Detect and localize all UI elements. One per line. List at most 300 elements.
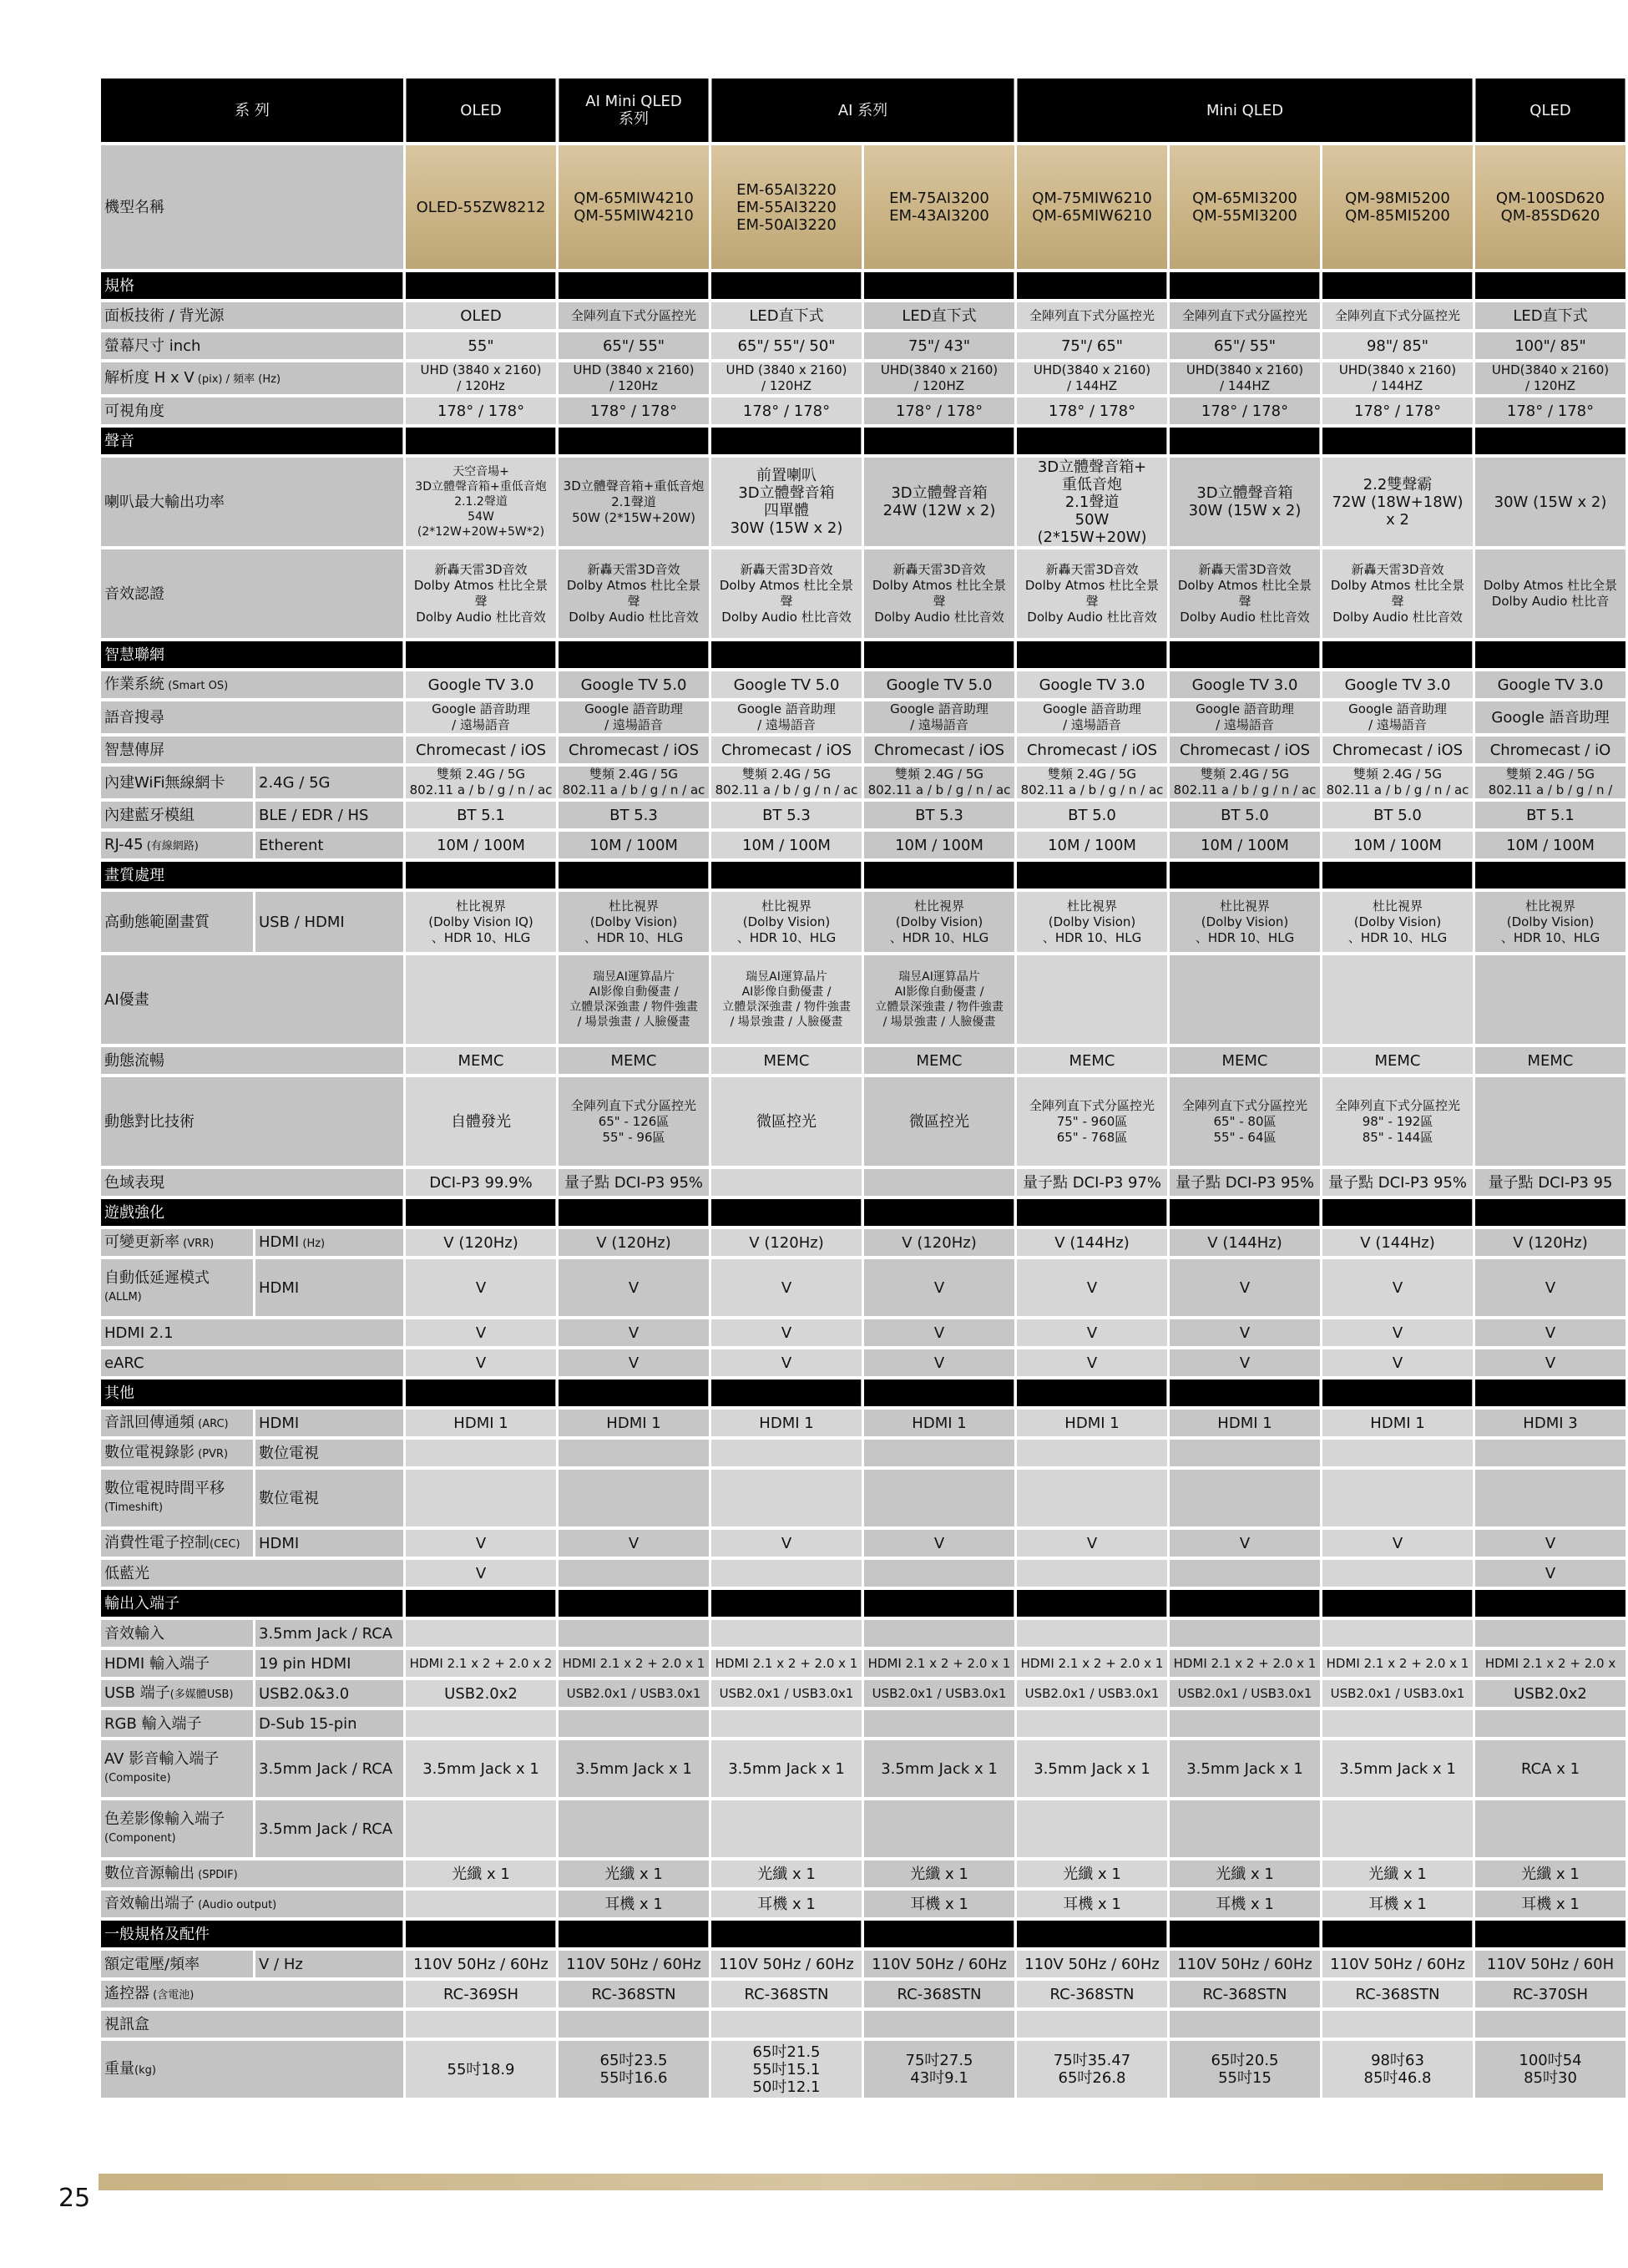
spec-row <box>101 1349 1625 1376</box>
spec-row <box>101 332 1625 359</box>
spec-row <box>101 1470 1625 1526</box>
spec-value-cell: 10M / 100M <box>1322 832 1473 858</box>
section-header-fill <box>1017 1921 1167 1947</box>
model-name-cell: QM-65MIW4210 QM-55MIW4210 <box>559 145 709 269</box>
spec-value-cell: LED直下式 <box>1475 302 1625 329</box>
spec-value-cell: 量子點 DCI-P3 95% <box>559 1169 709 1196</box>
spec-row <box>101 955 1625 1044</box>
spec-value-cell: HDMI 1 <box>1322 1410 1473 1436</box>
spec-label-text: 智慧傳屏 <box>104 741 164 759</box>
spec-value-cell: V <box>406 1560 556 1587</box>
section-header-fill <box>1170 1380 1320 1406</box>
spec-value-cell: RC-369SH <box>406 1981 556 2007</box>
section-header-fill <box>1322 1921 1473 1947</box>
spec-value-cell: 杜比視界 (Dolby Vision) 、HDR 10、HLG <box>1475 892 1625 952</box>
spec-value-cell: V <box>559 1259 709 1316</box>
page-number: 25 <box>58 2184 91 2213</box>
section-header-fill <box>711 1199 862 1226</box>
spec-value-cell: 110V 50Hz / 60Hz <box>1322 1951 1473 1977</box>
spec-value-cell: HDMI 2.1 x 2 + 2.0 x 2 <box>406 1650 556 1677</box>
spec-sublabel-text: 2.4G / 5G <box>259 773 331 792</box>
spec-value-cell <box>406 1440 556 1466</box>
spec-value-cell: RC-368STN <box>1017 1981 1167 2007</box>
spec-value-cell: V <box>864 1530 1014 1557</box>
spec-label-text: 動態流暢 <box>104 1051 164 1070</box>
spec-value-cell: 30W (15W x 2) <box>1475 458 1625 546</box>
spec-row-sublabel <box>255 1740 403 1797</box>
spec-value-cell: LED直下式 <box>711 302 862 329</box>
series-group-header: OLED <box>406 78 556 142</box>
spec-row-sublabel <box>255 1951 403 1977</box>
section-header-fill <box>864 1590 1014 1617</box>
spec-value-cell: HDMI 1 <box>406 1410 556 1436</box>
section-header-fill <box>1475 1590 1625 1617</box>
section-header-fill <box>711 428 862 454</box>
spec-sublabel-text: HDMI <box>259 1414 300 1432</box>
spec-value-cell: USB2.0x1 / USB3.0x1 <box>1322 1680 1473 1707</box>
spec-value-cell <box>1322 1800 1473 1857</box>
spec-value-cell: 178° / 178° <box>559 397 709 424</box>
spec-row <box>101 892 1625 952</box>
spec-value-cell: RC-368STN <box>864 1981 1014 2007</box>
section-title: 輸出入端子 <box>101 1590 403 1617</box>
spec-value-cell: V <box>1170 1259 1320 1316</box>
spec-value-cell: Google TV 5.0 <box>864 671 1014 698</box>
section-header-fill <box>864 272 1014 299</box>
spec-value-cell <box>864 1620 1014 1647</box>
spec-row <box>101 1560 1625 1587</box>
spec-label-text: 音訊回傳通頻 <box>104 1413 195 1431</box>
spec-sublabel-text: HDMI <box>259 1233 300 1251</box>
spec-value-cell: 10M / 100M <box>1017 832 1167 858</box>
spec-value-cell: 3D立體聲音箱+重低音炮 2.1聲道 50W (2*15W+20W) <box>559 458 709 546</box>
spec-row-label <box>101 1470 253 1526</box>
spec-value-cell: 新轟天雷3D音效 Dolby Atmos 杜比全景聲 Dolby Audio 杜比音效 <box>711 549 862 638</box>
spec-value-cell: RC-370SH <box>1475 1981 1625 2007</box>
spec-value-cell: HDMI 2.1 x 2 + 2.0 x 1 <box>1017 1650 1167 1677</box>
spec-row-sublabel <box>255 767 403 798</box>
spec-value-cell <box>1475 1710 1625 1737</box>
section-title: 其他 <box>101 1380 403 1406</box>
spec-value-cell: 全陣列直下式分區控光 <box>1322 302 1473 329</box>
spec-value-cell: 杜比視界 (Dolby Vision) 、HDR 10、HLG <box>711 892 862 952</box>
spec-row-label <box>101 302 403 329</box>
spec-value-cell: 量子點 DCI-P3 97% <box>1017 1169 1167 1196</box>
spec-row-label <box>101 1860 403 1887</box>
spec-value-cell <box>406 1891 556 1917</box>
spec-row-sublabel <box>255 802 403 828</box>
spec-table-body <box>101 78 1625 2098</box>
spec-value-cell: 杜比視界 (Dolby Vision IQ) 、HDR 10、HLG <box>406 892 556 952</box>
spec-value-cell: 雙頻 2.4G / 5G 802.11 a / b / g / n / ac <box>1017 767 1167 798</box>
spec-value-cell: 178° / 178° <box>1322 397 1473 424</box>
spec-value-cell <box>1170 2011 1320 2038</box>
section-header-fill <box>864 641 1014 668</box>
section-header-fill <box>1322 272 1473 299</box>
spec-value-cell: 65吋20.5 55吋15 <box>1170 2041 1320 2098</box>
spec-row <box>101 1620 1625 1647</box>
spec-value-cell: 光纖 x 1 <box>1170 1860 1320 1887</box>
spec-row <box>101 1259 1625 1316</box>
spec-value-cell: UHD(3840 x 2160) / 144HZ <box>1322 362 1473 394</box>
spec-value-cell: HDMI 2.1 x 2 + 2.0 x 1 <box>1170 1650 1320 1677</box>
spec-value-cell: 65吋23.5 55吋16.6 <box>559 2041 709 2098</box>
spec-value-cell: HDMI 1 <box>864 1410 1014 1436</box>
section-title: 一般規格及配件 <box>101 1921 403 1947</box>
spec-label-text: 自動低延遲模式 <box>104 1269 210 1287</box>
section-header-fill <box>1475 862 1625 888</box>
section-header-row <box>101 641 1625 668</box>
spec-value-cell: 全陣列直下式分區控光 <box>559 302 709 329</box>
spec-value-cell: 全陣列直下式分區控光 <box>1017 302 1167 329</box>
spec-value-cell <box>1322 1710 1473 1737</box>
spec-row-label <box>101 362 403 394</box>
spec-value-cell <box>711 1560 862 1587</box>
spec-value-cell: 10M / 100M <box>1170 832 1320 858</box>
spec-value-cell: V <box>1170 1319 1320 1346</box>
spec-value-cell: 3D立體聲音箱 30W (15W x 2) <box>1170 458 1320 546</box>
spec-value-cell <box>1475 1440 1625 1466</box>
spec-value-cell: 微區控光 <box>864 1077 1014 1166</box>
spec-label-note: (kg) <box>134 2063 156 2077</box>
spec-value-cell: UHD(3840 x 2160) / 144HZ <box>1017 362 1167 394</box>
spec-value-cell: 量子點 DCI-P3 95% <box>1322 1169 1473 1196</box>
spec-row <box>101 302 1625 329</box>
spec-sublabel-text: BLE / EDR / HS <box>259 806 369 824</box>
model-name-cell: QM-98MI5200 QM-85MI5200 <box>1322 145 1473 269</box>
spec-row-label <box>101 1800 253 1857</box>
spec-value-cell: UHD (3840 x 2160) / 120Hz <box>559 362 709 394</box>
spec-value-cell: BT 5.0 <box>1170 802 1320 828</box>
spec-value-cell: V (120Hz) <box>559 1229 709 1256</box>
spec-value-cell: Google 語音助理 / 遠場語音 <box>1017 701 1167 733</box>
section-header-fill <box>1170 862 1320 888</box>
spec-row-label <box>101 671 403 698</box>
spec-value-cell: 100吋54 85吋30 <box>1475 2041 1625 2098</box>
spec-value-cell: 杜比視界 (Dolby Vision) 、HDR 10、HLG <box>1170 892 1320 952</box>
spec-label-text: 遙控器 <box>104 1984 149 2002</box>
spec-value-cell: Chromecast / iOS <box>711 737 862 763</box>
spec-value-cell <box>1017 1620 1167 1647</box>
spec-value-cell: Google TV 3.0 <box>1322 671 1473 698</box>
section-header-fill <box>864 428 1014 454</box>
spec-value-cell: V <box>1475 1560 1625 1587</box>
spec-value-cell <box>1170 1470 1320 1526</box>
spec-value-cell: 光纖 x 1 <box>864 1860 1014 1887</box>
spec-label-text: RJ-45 <box>104 835 144 853</box>
spec-value-cell: BT 5.1 <box>406 802 556 828</box>
section-header-fill <box>1322 428 1473 454</box>
spec-label-text: 螢幕尺寸 inch <box>104 337 201 355</box>
spec-value-cell: 瑞昱AI運算晶片 AI影像自動優畫 / 立體景深強畫 / 物件強畫 / 場景強畫 / 人臉優畫 <box>864 955 1014 1044</box>
spec-label-text: 音效輸入 <box>104 1624 164 1643</box>
spec-value-cell: 耳機 x 1 <box>1475 1891 1625 1917</box>
spec-value-cell: 量子點 DCI-P3 95% <box>1170 1169 1320 1196</box>
spec-value-cell: 3.5mm Jack x 1 <box>1170 1740 1320 1797</box>
spec-row-sublabel <box>255 1229 403 1256</box>
section-title: 畫質處理 <box>101 862 403 888</box>
spec-row-sublabel <box>255 1530 403 1557</box>
spec-value-cell <box>864 1560 1014 1587</box>
spec-row <box>101 1229 1625 1256</box>
spec-label-text: 內建WiFi無線網卡 <box>104 773 225 792</box>
spec-value-cell <box>1017 1560 1167 1587</box>
spec-row <box>101 737 1625 763</box>
spec-value-cell: 微區控光 <box>711 1077 862 1166</box>
section-header-row <box>101 1380 1625 1406</box>
spec-value-cell: Chromecast / iOS <box>864 737 1014 763</box>
spec-value-cell <box>1322 1620 1473 1647</box>
spec-value-cell: 全陣列直下式分區控光 65" - 126區 55" - 96區 <box>559 1077 709 1166</box>
spec-row <box>101 1710 1625 1737</box>
spec-row <box>101 1077 1625 1166</box>
spec-value-cell: MEMC <box>406 1047 556 1074</box>
spec-value-cell: Google TV 5.0 <box>711 671 862 698</box>
section-header-row <box>101 272 1625 299</box>
spec-row-label <box>101 737 403 763</box>
spec-value-cell: V <box>406 1349 556 1376</box>
spec-value-cell: V <box>1322 1530 1473 1557</box>
section-header-fill <box>1017 641 1167 668</box>
spec-value-cell <box>1170 1710 1320 1737</box>
model-name-cell: OLED-55ZW8212 <box>406 145 556 269</box>
spec-value-cell: Chromecast / iO <box>1475 737 1625 763</box>
spec-value-cell <box>711 1800 862 1857</box>
section-header-fill <box>406 862 556 888</box>
spec-row-label <box>101 1259 253 1316</box>
spec-value-cell: Chromecast / iOS <box>559 737 709 763</box>
spec-value-cell: 3.5mm Jack x 1 <box>864 1740 1014 1797</box>
spec-value-cell: 雙頻 2.4G / 5G 802.11 a / b / g / n / ac <box>711 767 862 798</box>
spec-value-cell <box>559 1440 709 1466</box>
spec-value-cell: BT 5.3 <box>559 802 709 828</box>
spec-row-sublabel <box>255 832 403 858</box>
spec-label-note: (Composite) <box>104 1772 171 1785</box>
spec-value-cell: 3.5mm Jack x 1 <box>1322 1740 1473 1797</box>
spec-value-cell: HDMI 1 <box>711 1410 862 1436</box>
spec-row <box>101 362 1625 394</box>
spec-value-cell: 10M / 100M <box>711 832 862 858</box>
spec-label-note: (有線網路) <box>143 839 199 853</box>
spec-row-label <box>101 1047 403 1074</box>
spec-value-cell: MEMC <box>711 1047 862 1074</box>
spec-row-label <box>101 1229 253 1256</box>
spec-value-cell: V <box>1017 1319 1167 1346</box>
spec-value-cell: 75"/ 65" <box>1017 332 1167 359</box>
spec-value-cell <box>1322 1440 1473 1466</box>
spec-sublabel-text: 3.5mm Jack / RCA <box>259 1759 393 1778</box>
spec-value-cell: V <box>1322 1349 1473 1376</box>
spec-value-cell: V <box>711 1349 862 1376</box>
spec-value-cell <box>559 1800 709 1857</box>
spec-value-cell <box>1322 2011 1473 2038</box>
section-header-fill <box>1322 1199 1473 1226</box>
spec-value-cell: V <box>1475 1259 1625 1316</box>
spec-row-label <box>101 458 403 546</box>
spec-value-cell: HDMI 2.1 x 2 + 2.0 x 1 <box>864 1650 1014 1677</box>
spec-value-cell: 雙頻 2.4G / 5G 802.11 a / b / g / n / ac <box>864 767 1014 798</box>
spec-value-cell: 光纖 x 1 <box>1322 1860 1473 1887</box>
spec-value-cell: HDMI 1 <box>1170 1410 1320 1436</box>
section-header-fill <box>1475 1921 1625 1947</box>
spec-label-text: 色域表現 <box>104 1173 164 1192</box>
section-header-fill <box>864 862 1014 888</box>
spec-value-cell: 前置喇叭 3D立體聲音箱 四單體 30W (15W x 2) <box>711 458 862 546</box>
spec-value-cell: 110V 50Hz / 60Hz <box>406 1951 556 1977</box>
spec-value-cell <box>864 1169 1014 1196</box>
section-header-fill <box>1475 1199 1625 1226</box>
spec-sublabel-text: USB2.0&3.0 <box>259 1684 350 1703</box>
spec-value-cell: 110V 50Hz / 60Hz <box>1017 1951 1167 1977</box>
spec-value-cell: V (144Hz) <box>1322 1229 1473 1256</box>
spec-value-cell: V <box>559 1319 709 1346</box>
series-group-header: AI 系列 <box>711 78 1014 142</box>
spec-value-cell <box>864 1800 1014 1857</box>
spec-row <box>101 1740 1625 1797</box>
spec-value-cell: V <box>864 1259 1014 1316</box>
spec-row-sublabel <box>255 1470 403 1526</box>
spec-value-cell: UHD (3840 x 2160) / 120Hz <box>406 362 556 394</box>
spec-value-cell: 178° / 178° <box>1475 397 1625 424</box>
spec-row-label <box>101 1891 403 1917</box>
spec-value-cell: 10M / 100M <box>406 832 556 858</box>
spec-value-cell: 耳機 x 1 <box>559 1891 709 1917</box>
section-header-fill <box>406 428 556 454</box>
spec-value-cell: 3D立體聲音箱+ 重低音炮 2.1聲道 50W (2*15W+20W) <box>1017 458 1167 546</box>
spec-row-label <box>101 1410 253 1436</box>
spec-value-cell: 杜比視界 (Dolby Vision) 、HDR 10、HLG <box>1017 892 1167 952</box>
series-group-header: AI Mini QLED 系列 <box>559 78 709 142</box>
spec-value-cell: 110V 50Hz / 60Hz <box>1170 1951 1320 1977</box>
spec-value-cell: V <box>1017 1530 1167 1557</box>
spec-sublabel-text: USB / HDMI <box>259 913 345 931</box>
spec-value-cell <box>406 1470 556 1526</box>
spec-value-cell: 110V 50Hz / 60Hz <box>559 1951 709 1977</box>
spec-value-cell: USB2.0x2 <box>1475 1680 1625 1707</box>
spec-value-cell: Chromecast / iOS <box>406 737 556 763</box>
section-header-fill <box>864 1380 1014 1406</box>
spec-value-cell: V (120Hz) <box>406 1229 556 1256</box>
spec-value-cell <box>1017 1710 1167 1737</box>
spec-value-cell: HDMI 3 <box>1475 1410 1625 1436</box>
spec-value-cell: BT 5.3 <box>864 802 1014 828</box>
spec-value-cell: 178° / 178° <box>1017 397 1167 424</box>
spec-label-note: (Smart OS) <box>164 679 229 692</box>
section-header-fill <box>559 1199 709 1226</box>
spec-value-cell: 全陣列直下式分區控光 98" - 192區 85" - 144區 <box>1322 1077 1473 1166</box>
spec-value-cell: LED直下式 <box>864 302 1014 329</box>
spec-value-cell: MEMC <box>1475 1047 1625 1074</box>
spec-value-cell: 新轟天雷3D音效 Dolby Atmos 杜比全景聲 Dolby Audio 杜比音效 <box>406 549 556 638</box>
spec-value-cell: 全陣列直下式分區控光 <box>1170 302 1320 329</box>
spec-label-text: 可變更新率 <box>104 1233 179 1251</box>
spec-value-cell <box>1017 2011 1167 2038</box>
spec-sublabel-text: 19 pin HDMI <box>259 1654 351 1673</box>
spec-value-cell: 耳機 x 1 <box>711 1891 862 1917</box>
spec-value-cell <box>559 1710 709 1737</box>
spec-value-cell: 55" <box>406 332 556 359</box>
spec-label-text: 面板技術 / 背光源 <box>104 306 225 325</box>
spec-value-cell: 量子點 DCI-P3 95 <box>1475 1169 1625 1196</box>
spec-row-label <box>101 1077 403 1166</box>
model-name-cell: QM-75MIW6210 QM-65MIW6210 <box>1017 145 1167 269</box>
spec-label-text: 數位電視錄影 <box>104 1443 195 1461</box>
spec-value-cell <box>559 1620 709 1647</box>
spec-value-cell: V <box>559 1349 709 1376</box>
section-header-fill <box>559 862 709 888</box>
spec-value-cell: V (144Hz) <box>1017 1229 1167 1256</box>
spec-value-cell: V <box>711 1259 862 1316</box>
spec-row-label <box>101 1620 253 1647</box>
spec-row <box>101 1860 1625 1887</box>
spec-label-note: (ARC) <box>195 1417 229 1430</box>
spec-sublabel-text: 數位電視 <box>259 1489 319 1507</box>
section-header-fill <box>406 1921 556 1947</box>
spec-value-cell <box>711 1440 862 1466</box>
section-header-fill <box>864 1921 1014 1947</box>
spec-row-sublabel <box>255 1410 403 1436</box>
spec-value-cell: Google TV 5.0 <box>559 671 709 698</box>
spec-value-cell: V <box>1017 1349 1167 1376</box>
section-header-fill <box>1017 1380 1167 1406</box>
spec-value-cell <box>1170 1800 1320 1857</box>
spec-row-sublabel <box>255 1259 403 1316</box>
spec-table <box>99 75 1628 2101</box>
spec-row-label <box>101 1349 403 1376</box>
section-header-fill <box>406 272 556 299</box>
spec-value-cell: 110V 50Hz / 60H <box>1475 1951 1625 1977</box>
spec-value-cell <box>1017 955 1167 1044</box>
spec-value-cell: V <box>1322 1259 1473 1316</box>
spec-value-cell: 耳機 x 1 <box>864 1891 1014 1917</box>
spec-value-cell <box>711 1710 862 1737</box>
spec-value-cell: RC-368STN <box>559 1981 709 2007</box>
spec-value-cell <box>406 1710 556 1737</box>
spec-label-note: (Audio output) <box>195 1898 277 1911</box>
spec-sublabel-text: Etherent <box>259 836 324 854</box>
spec-value-cell: 178° / 178° <box>406 397 556 424</box>
spec-row <box>101 701 1625 733</box>
spec-value-cell: MEMC <box>1170 1047 1320 1074</box>
spec-value-cell: OLED <box>406 302 556 329</box>
section-header-fill <box>1170 272 1320 299</box>
spec-value-cell: 自體發光 <box>406 1077 556 1166</box>
spec-value-cell: V <box>1475 1319 1625 1346</box>
spec-label-text: 重量 <box>104 2059 134 2078</box>
spec-row-sublabel <box>255 1440 403 1466</box>
spec-row-label <box>101 1440 253 1466</box>
spec-sublabel-text: 3.5mm Jack / RCA <box>259 1624 393 1643</box>
spec-value-cell: 55吋18.9 <box>406 2041 556 2098</box>
spec-label-note: (Timeshift) <box>104 1501 164 1514</box>
section-header-fill <box>711 1590 862 1617</box>
spec-row <box>101 1891 1625 1917</box>
section-header-fill <box>1322 1380 1473 1406</box>
spec-value-cell: 耳機 x 1 <box>1322 1891 1473 1917</box>
spec-value-cell: Chromecast / iOS <box>1170 737 1320 763</box>
spec-value-cell: 65"/ 55" <box>1170 332 1320 359</box>
model-label: 機型名稱 <box>101 145 403 269</box>
spec-label-text: 語音搜尋 <box>104 708 164 726</box>
section-header-fill <box>1475 428 1625 454</box>
spec-label-note: (SPDIF) <box>195 1868 238 1881</box>
spec-value-cell: V <box>1475 1349 1625 1376</box>
spec-label-text: 數位音源輸出 <box>104 1864 195 1882</box>
spec-value-cell <box>1170 1560 1320 1587</box>
spec-row-label <box>101 332 403 359</box>
spec-value-cell: 雙頻 2.4G / 5G 802.11 a / b / g / n / <box>1475 767 1625 798</box>
spec-label-text: 數位電視時間平移 <box>104 1480 225 1497</box>
